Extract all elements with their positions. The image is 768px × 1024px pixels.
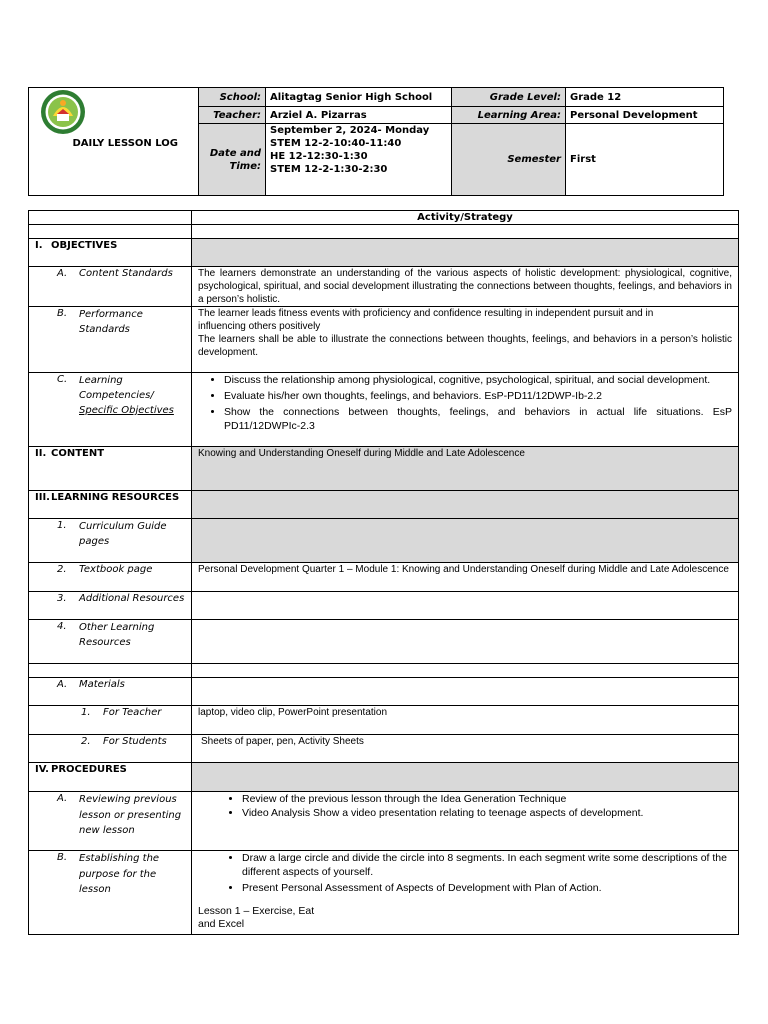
content-standards-label: A. Content Standards xyxy=(29,267,192,307)
logo-title-cell xyxy=(29,88,199,196)
schedule-line: STEM 12-2-1:30-2:30 xyxy=(270,164,388,176)
list-item: • Video Analysis Show a video presentation relating to teenage aspects of development. xyxy=(242,806,732,820)
additional-resources-label: 3. Additional Resources xyxy=(29,592,192,620)
teacher-value: Arziel A. Pizarras xyxy=(266,107,452,124)
semester-value: First xyxy=(566,124,724,196)
establishing-list xyxy=(198,851,732,895)
blank-cell xyxy=(29,211,192,225)
list-item: • Review of the previous lesson through the Idea Generation Technique xyxy=(242,792,732,806)
objectives-cell xyxy=(192,239,739,267)
procedures-cell xyxy=(192,763,739,792)
list-item: • Present Personal Assessment of Aspects of Development with Plan of Action. xyxy=(242,881,732,895)
materials-value xyxy=(192,678,739,706)
blank-cell xyxy=(192,225,739,239)
content-heading: II. CONTENT xyxy=(29,447,192,491)
curriculum-guide-label: 1. Curriculum Guide pages xyxy=(29,519,192,563)
objectives-heading: I. OBJECTIVES xyxy=(29,239,192,267)
teacher-label: Teacher: xyxy=(199,107,266,124)
establishing-purpose-label: B. Establishing the purpose for the lesson xyxy=(29,851,192,935)
daily-lesson-log-title: DAILY LESSON LOG xyxy=(72,138,178,149)
establishing-purpose-cell xyxy=(192,851,739,935)
date-line: September 2, 2024- Monday xyxy=(270,125,430,137)
curriculum-guide-value xyxy=(192,519,739,563)
additional-resources-value xyxy=(192,592,739,620)
procedures-heading: IV. PROCEDURES xyxy=(29,763,192,792)
performance-text-line: The learners shall be able to illustrate the connections between thoughts, feelings, and behaviors in a person’s holistic development. xyxy=(198,334,732,358)
lesson-note: and Excel xyxy=(198,918,245,930)
list-item: • Discuss the relationship among physiological, cognitive, psychological, spiritual, and social development. xyxy=(224,373,732,387)
blank-cell xyxy=(192,664,739,678)
performance-text-line: influencing others positively xyxy=(198,321,321,332)
reviewing-previous-lesson-cell xyxy=(192,792,739,851)
for-students-value: Sheets of paper, pen, Activity Sheets xyxy=(192,735,739,763)
activity-strategy-header: Activity/Strategy xyxy=(192,211,739,225)
for-teacher-value: laptop, video clip, PowerPoint presentation xyxy=(192,706,739,735)
content-standards-text: The learners demonstrate an understanding of the various aspects of holistic development: physiological, cognitive, psychological, spiritual, and social development illustrating the connections between thoughts, feelings, and behaviors in a person’s holistic. xyxy=(192,267,739,307)
date-time-label: Date and Time: xyxy=(199,124,266,196)
grade-level-label: Grade Level: xyxy=(452,88,566,107)
textbook-page-label: 2. Textbook page xyxy=(29,563,192,592)
schedule-line: STEM 12-2-10:40-11:40 xyxy=(270,138,402,150)
performance-standards-text xyxy=(192,307,739,373)
content-text: Knowing and Understanding Oneself during Middle and Late Adolescence xyxy=(192,447,739,491)
textbook-page-value: Personal Development Quarter 1 – Module 1: Knowing and Understanding Oneself during Middle and Late Adolescence xyxy=(192,563,739,592)
list-item: • Draw a large circle and divide the circle into 8 segments. In each segment write some descriptions of the different aspects of yourself. xyxy=(242,851,732,879)
performance-standards-label: B. Performance Standards xyxy=(29,307,192,373)
school-logo xyxy=(40,89,86,135)
reviewing-previous-lesson-label: A. Reviewing previous lesson or presenting new lesson xyxy=(29,792,192,851)
learning-area-label: Learning Area: xyxy=(452,107,566,124)
blank-cell xyxy=(29,664,192,678)
competencies-list xyxy=(198,373,732,433)
competencies-label-line: Learning Competencies/ xyxy=(79,375,154,401)
competencies-cell xyxy=(192,373,739,447)
date-time-value xyxy=(266,124,452,196)
school-label: School: xyxy=(199,88,266,107)
lesson-table xyxy=(28,210,739,935)
grade-level-value: Grade 12 xyxy=(566,88,724,107)
list-item: • Show the connections between thoughts, feelings, and behaviors in actual life situations. EsP PD11/12DWPIc-2.3 xyxy=(224,405,732,433)
other-resources-value xyxy=(192,620,739,664)
for-teacher-label: 1. For Teacher xyxy=(29,706,192,735)
performance-text-line: The learner leads fitness events with proficiency and confidence resulting in independent pursuit and in xyxy=(198,308,654,319)
lesson-note: Lesson 1 – Exercise, Eat xyxy=(198,905,315,917)
learning-area-value: Personal Development xyxy=(566,107,724,124)
learning-resources-heading: III.LEARNING RESOURCES xyxy=(29,491,192,519)
learning-resources-cell xyxy=(192,491,739,519)
header-table xyxy=(28,87,724,196)
other-resources-label: 4. Other Learning Resources xyxy=(29,620,192,664)
learning-competencies-label: C. Learning Competencies/ Specific Objectives xyxy=(29,373,192,447)
list-item: • Evaluate his/her own thoughts, feelings, and behaviors. EsP-PD11/12DWP-Ib-2.2 xyxy=(224,389,732,403)
schedule-line: HE 12-12:30-1:30 xyxy=(270,151,368,163)
semester-label: Semester xyxy=(452,124,566,196)
school-value: Alitagtag Senior High School xyxy=(266,88,452,107)
materials-label: A. Materials xyxy=(29,678,192,706)
reviewing-list xyxy=(198,792,732,820)
blank-cell xyxy=(29,225,192,239)
for-students-label: 2. For Students xyxy=(29,735,192,763)
specific-objectives-label: Specific Objectives xyxy=(79,405,174,416)
